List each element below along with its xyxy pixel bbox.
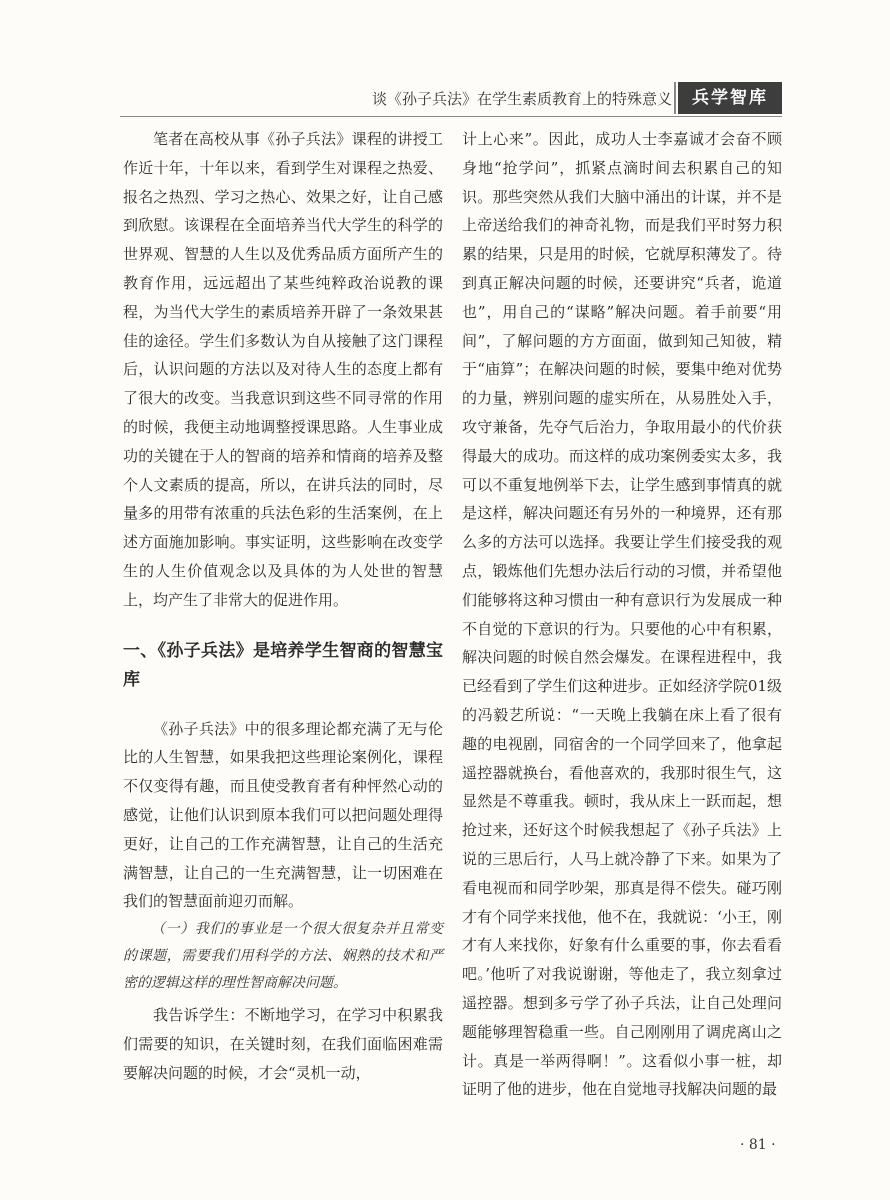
page-number: · 81 ·: [740, 1137, 776, 1153]
running-header-title: 谈《孙子兵法》在学生素质教育上的特殊意义: [371, 90, 672, 108]
right-column: [462, 125, 782, 1104]
body-paragraph: 《孙子兵法》中的很多理论都充满了无与伦比的人生智慧，如果我把这些理论案例化，课程不仅变得有趣，而且使受教育者有种怦然心动的感觉，让他们认识到原本我们可以把问题处理得更好，让自己的工作充满智慧，让自己的生活充满智慧，让自己的一生充满智慧，让一切困难在我们的智慧面前迎刃而解。: [123, 719, 443, 911]
section-heading: 一、《孙子兵法》是培养学生智商的智慧宝库: [123, 640, 443, 690]
subsection-heading: （一）我们的事业是一个很大很复杂并且常变的课题，需要我们用科学的方法、娴熟的技术和严密的逻辑这样的理性智商解决问题。: [123, 921, 443, 992]
running-header: [120, 82, 782, 118]
left-column: [123, 125, 443, 1088]
section-tab: 兵学智库: [678, 82, 782, 114]
body-paragraph: 我告诉学生：不断地学习，在学习中积累我们需要的知识，在关键时刻，在我们面临困难需要解决问题的时候，才会“灵机一动，: [123, 1006, 443, 1082]
header-rule: [120, 116, 782, 117]
body-paragraph: 计上心来”。因此，成功人士李嘉诚才会奋不顾身地“抢学问”，抓紧点滴时间去积累自己的知识。那些突然从我们大脑中涌出的计谋，并不是上帝送给我们的神奇礼物，而是我们平时努力积累的结果，只是用的时候，它就厚积薄发了。待到真正解决问题的时候，还要讲究“兵者，诡道也”，用自己的“谋略”解决问题。着手前要“用间”，了解问题的方方面面，做到知己知彼，精于“庙算”；在解决问题的时候，要集中绝对优势的力量，辨别问题的虚实所在，从易胜处入手，攻守兼备，先夺气后治力，争取用最小的代价获得最大的成功。而这样的成功案例委实太多，我可以不重复地例举下去，让学生感到事情真的就是这样，解决问题还有另外的一种境界，还有那么多的方法可以选择。我要让学生们接受我的观点，锻炼他们先想办法后行动的习惯，并希望他们能够将这种习惯由一种有意识行为发展成一种不自觉的下意识的行为。只要他的心中有积累，解决问题的时候自然会爆发。在课程进程中，我已经看到了学生们这种进步。正如经济学院01级的冯毅艺所说：“一天晚上我躺在床上看了很有趣的电视剧，同宿舍的一个同学回来了，他拿起遥控器就换台，看他喜欢的，我那时很生气，这显然是不尊重我。顿时，我从床上一跃而起，想抢过来，还好这个时候我想起了《孙子兵法》上说的三思后行，人马上就冷静了下来。如果为了看电视而和同学吵架，那真是得不偿失。碰巧刚才有个同学来找他，他不在，我就说：‘小王，刚才有人来找你，好象有什么重要的事，你去看看吧。’他听了对我说谢谢，等他走了，我立刻拿过遥控器。想到多亏学了孙子兵法，让自己处理问题能够理智稳重一些。自己刚刚用了调虎离山之计。真是一举两得啊！”。这看似小事一桩，却证明了他的进步，他在自觉地寻找解决问题的最: [462, 130, 782, 1099]
body-paragraph: 笔者在高校从事《孙子兵法》课程的讲授工作近十年，十年以来，看到学生对课程之热爱、报名之热烈、学习之热心、效果之好，让自己感到欣慰。该课程在全面培养当代大学生的科学的世界观、智慧的人生以及优秀品质方面所产生的教育作用，远远超出了某些纯粹政治说教的课程，为当代大学生的素质培养开辟了一条效果甚佳的途径。学生们多数认为自从接触了这门课程后，认识问题的方法以及对待人生的态度上都有了很大的改变。当我意识到这些不同寻常的作用的时候，我便主动地调整授课思路。人生事业成功的关键在于人的智商的培养和情商的培养及整个人文素质的提高，所以，在讲兵法的同时，尽量多的用带有浓重的兵法色彩的生活案例，在上述方面施加影响。事实证明，这些影响在改变学生的人生价值观念以及具体的为人处世的智慧上，均产生了非常大的促进作用。: [123, 130, 443, 609]
